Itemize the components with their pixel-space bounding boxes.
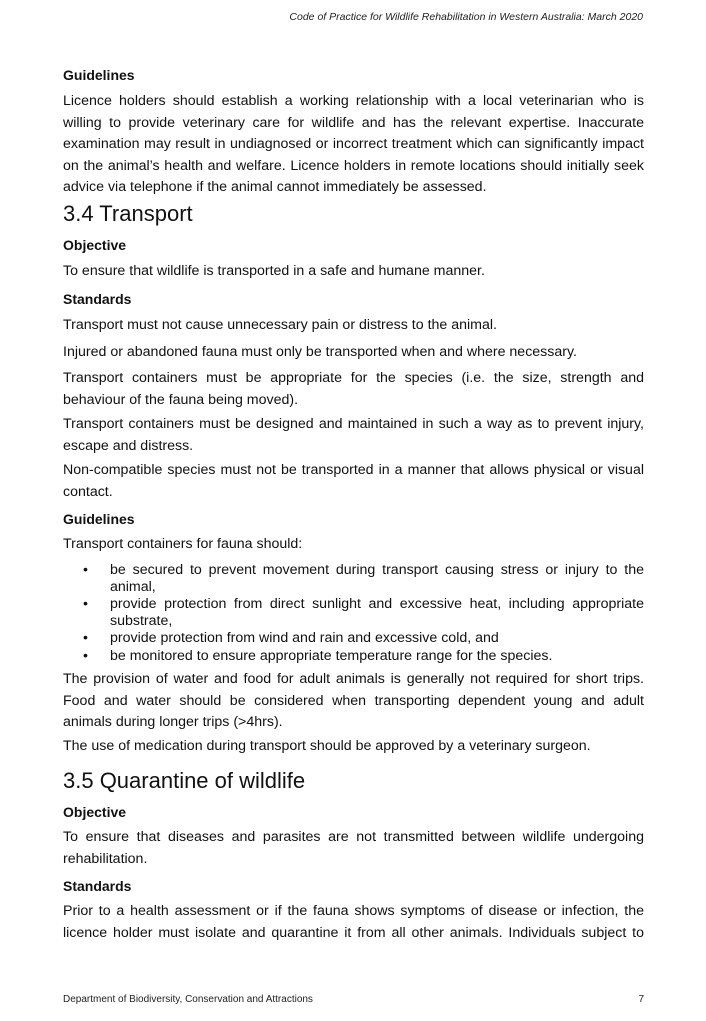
- bullet-icon: •: [83, 562, 88, 578]
- standard-item: Transport containers must be designed and maintained in such a way as to prevent injury, escape and distress.: [63, 416, 644, 454]
- standard-item: Non-compatible species must not be transported in a manner that allows physical or visual contact.: [63, 462, 644, 500]
- guidelines-paragraph: The use of medication during transport should be approved by a veterinary surgeon.: [63, 738, 591, 754]
- footer-organisation: Department of Biodiversity, Conservation and Attractions: [63, 994, 313, 1005]
- standards-heading: Standards: [63, 291, 132, 307]
- guidelines-paragraph: The provision of water and food for adult animals is generally not required for short trips. Food and water should be considered when transporting dependent young and adult animals during longer trips (>4hrs).: [63, 671, 644, 731]
- guidelines-heading: Guidelines: [63, 67, 135, 83]
- standard-item: Transport must not cause unnecessary pain or distress to the animal.: [63, 317, 497, 333]
- section-title-quarantine: 3.5 Quarantine of wildlife: [63, 768, 306, 793]
- standard-item: Transport containers must be appropriate for the species (i.e. the size, strength and behaviour of the fauna being moved).: [63, 370, 644, 408]
- guidelines-bullet-list: [63, 562, 644, 664]
- guidelines-paragraph: Licence holders should establish a working relationship with a local veterinarian who is willing to provide veterinary care for wildlife and has the relevant expertise. Inaccurate examination may result in undiagnosed or incorrect treatment which can significantly impact on the animal’s health and welfare. Licence holders in remote locations should initially seek advice via telephone if the animal cannot immediately be assessed.: [63, 93, 644, 196]
- bullet-item: • be secured to prevent movement during transport causing stress or injury to the animal,: [83, 562, 644, 595]
- section-title-transport: 3.4 Transport: [63, 201, 193, 226]
- objective-heading: Objective: [63, 237, 127, 253]
- bullet-item: • provide protection from direct sunlight and excessive heat, including appropriate substrate,: [83, 596, 644, 629]
- bullet-icon: •: [83, 630, 88, 646]
- objective-text: To ensure that diseases and parasites are not transmitted between wildlife undergoing rehabilitation.: [63, 829, 644, 867]
- bullet-icon: •: [83, 647, 88, 664]
- page-number: 7: [638, 994, 644, 1005]
- standards-text: Prior to a health assessment or if the fauna shows symptoms of disease or infection, the licence holder must isolate and quarantine it from all other animals. Individuals subject to: [63, 903, 644, 941]
- guidelines-heading: Guidelines: [63, 511, 135, 527]
- objective-heading: Objective: [63, 804, 127, 820]
- standards-heading: Standards: [63, 878, 132, 894]
- bullet-item: • provide protection from wind and rain and excessive cold, and: [83, 630, 499, 646]
- bullet-item: • be monitored to ensure appropriate temperature range for the species.: [83, 647, 553, 664]
- objective-text: To ensure that wildlife is transported in a safe and humane manner.: [63, 263, 485, 279]
- bullet-icon: •: [83, 596, 88, 612]
- standard-item: Injured or abandoned fauna must only be transported when and where necessary.: [63, 344, 577, 360]
- guidelines-intro: Transport containers for fauna should:: [63, 536, 303, 552]
- running-header: Code of Practice for Wildlife Rehabilitation in Western Australia: March 2020: [289, 11, 643, 23]
